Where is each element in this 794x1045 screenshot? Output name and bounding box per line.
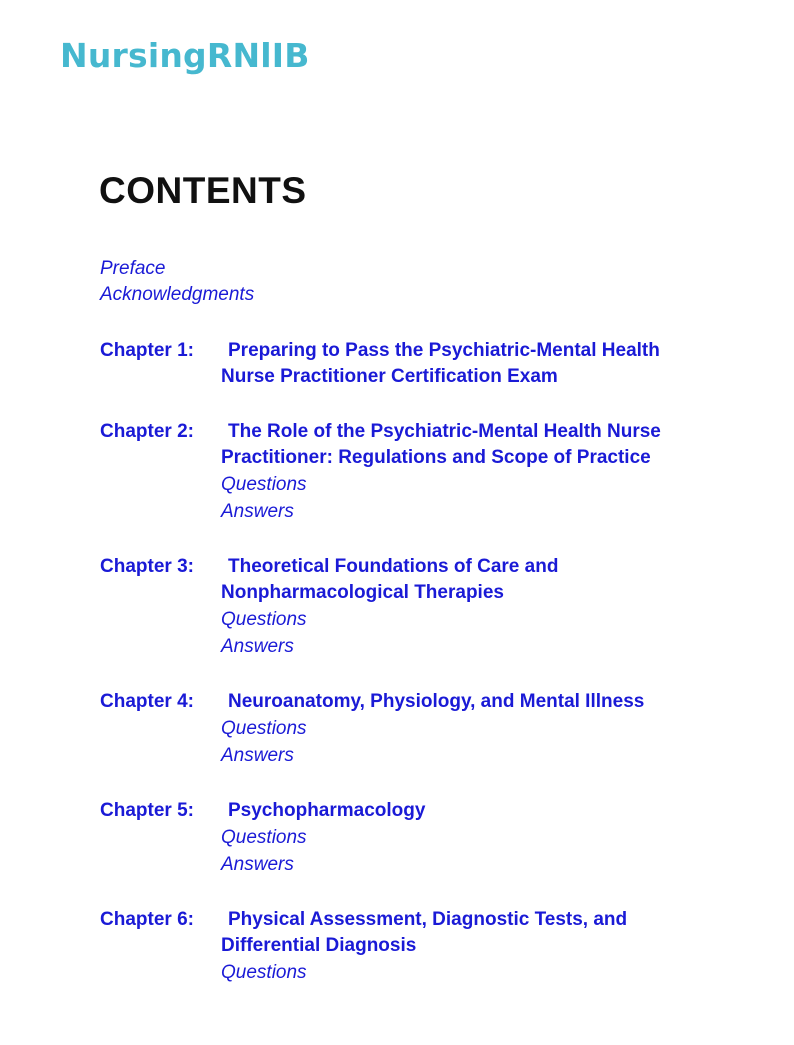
toc-link-answers[interactable]: Answers xyxy=(221,501,294,522)
chapter-body xyxy=(221,907,780,986)
chapter-row xyxy=(100,689,780,769)
toc-chapter-1 xyxy=(100,338,780,390)
chapter-body xyxy=(221,338,780,390)
chapter-title-link[interactable] xyxy=(221,419,780,471)
chapter-row xyxy=(100,419,780,525)
toc-link-preface[interactable]: Preface xyxy=(100,258,166,279)
toc-chapter-4 xyxy=(100,689,780,769)
chapter-title-line: Nonpharmacological Therapies xyxy=(221,582,504,603)
toc-link-acknowledgments[interactable]: Acknowledgments xyxy=(100,284,255,305)
chapter-title-line: Nurse Practitioner Certification Exam xyxy=(221,366,558,387)
toc-link-questions[interactable]: Questions xyxy=(221,474,307,495)
chapter-row xyxy=(100,798,780,878)
watermark-logo: NursingRNlIB xyxy=(60,36,310,75)
chapter-title-line: Psychopharmacology xyxy=(228,800,426,821)
chapter-title-link[interactable] xyxy=(221,689,780,715)
toc-chapter-5 xyxy=(100,798,780,878)
chapter-title-line: Physical Assessment, Diagnostic Tests, and xyxy=(228,909,628,930)
toc-link-questions[interactable]: Questions xyxy=(221,962,307,983)
toc-link-answers[interactable]: Answers xyxy=(221,745,294,766)
chapter-title-line: Practitioner: Regulations and Scope of Practice xyxy=(221,447,651,468)
front-matter-list xyxy=(100,256,254,308)
toc-chapter-3 xyxy=(100,554,780,660)
toc-chapter-6 xyxy=(100,907,780,986)
chapter-label[interactable]: Chapter 2: xyxy=(100,421,194,442)
chapter-label[interactable]: Chapter 4: xyxy=(100,691,194,712)
chapter-body xyxy=(221,419,780,525)
chapter-body xyxy=(221,554,780,660)
chapter-row xyxy=(100,907,780,986)
chapter-body xyxy=(221,689,780,769)
chapter-label[interactable]: Chapter 3: xyxy=(100,556,194,577)
chapter-label[interactable]: Chapter 1: xyxy=(100,340,194,361)
chapter-title-link[interactable] xyxy=(221,338,780,390)
chapter-label[interactable]: Chapter 6: xyxy=(100,909,194,930)
chapter-title-line: The Role of the Psychiatric-Mental Health Nurse xyxy=(228,421,661,442)
toc-link-questions[interactable]: Questions xyxy=(221,718,307,739)
chapter-body xyxy=(221,798,780,878)
toc-link-questions[interactable]: Questions xyxy=(221,609,307,630)
page-title: CONTENTS xyxy=(99,170,307,211)
chapter-row xyxy=(100,338,780,390)
chapter-label[interactable]: Chapter 5: xyxy=(100,800,194,821)
chapter-title-link[interactable] xyxy=(221,907,780,959)
toc-chapter-2 xyxy=(100,419,780,525)
chapter-title-line: Differential Diagnosis xyxy=(221,935,417,956)
toc-link-questions[interactable]: Questions xyxy=(221,827,307,848)
toc-link-answers[interactable]: Answers xyxy=(221,636,294,657)
chapter-title-link[interactable] xyxy=(221,798,780,824)
chapter-list xyxy=(100,338,780,1015)
chapter-title-line: Neuroanatomy, Physiology, and Mental Illness xyxy=(228,691,645,712)
chapter-title-link[interactable] xyxy=(221,554,780,606)
chapter-row xyxy=(100,554,780,660)
chapter-title-line: Theoretical Foundations of Care and xyxy=(228,556,559,577)
chapter-title-line: Preparing to Pass the Psychiatric-Mental Health xyxy=(228,340,660,361)
toc-link-answers[interactable]: Answers xyxy=(221,854,294,875)
